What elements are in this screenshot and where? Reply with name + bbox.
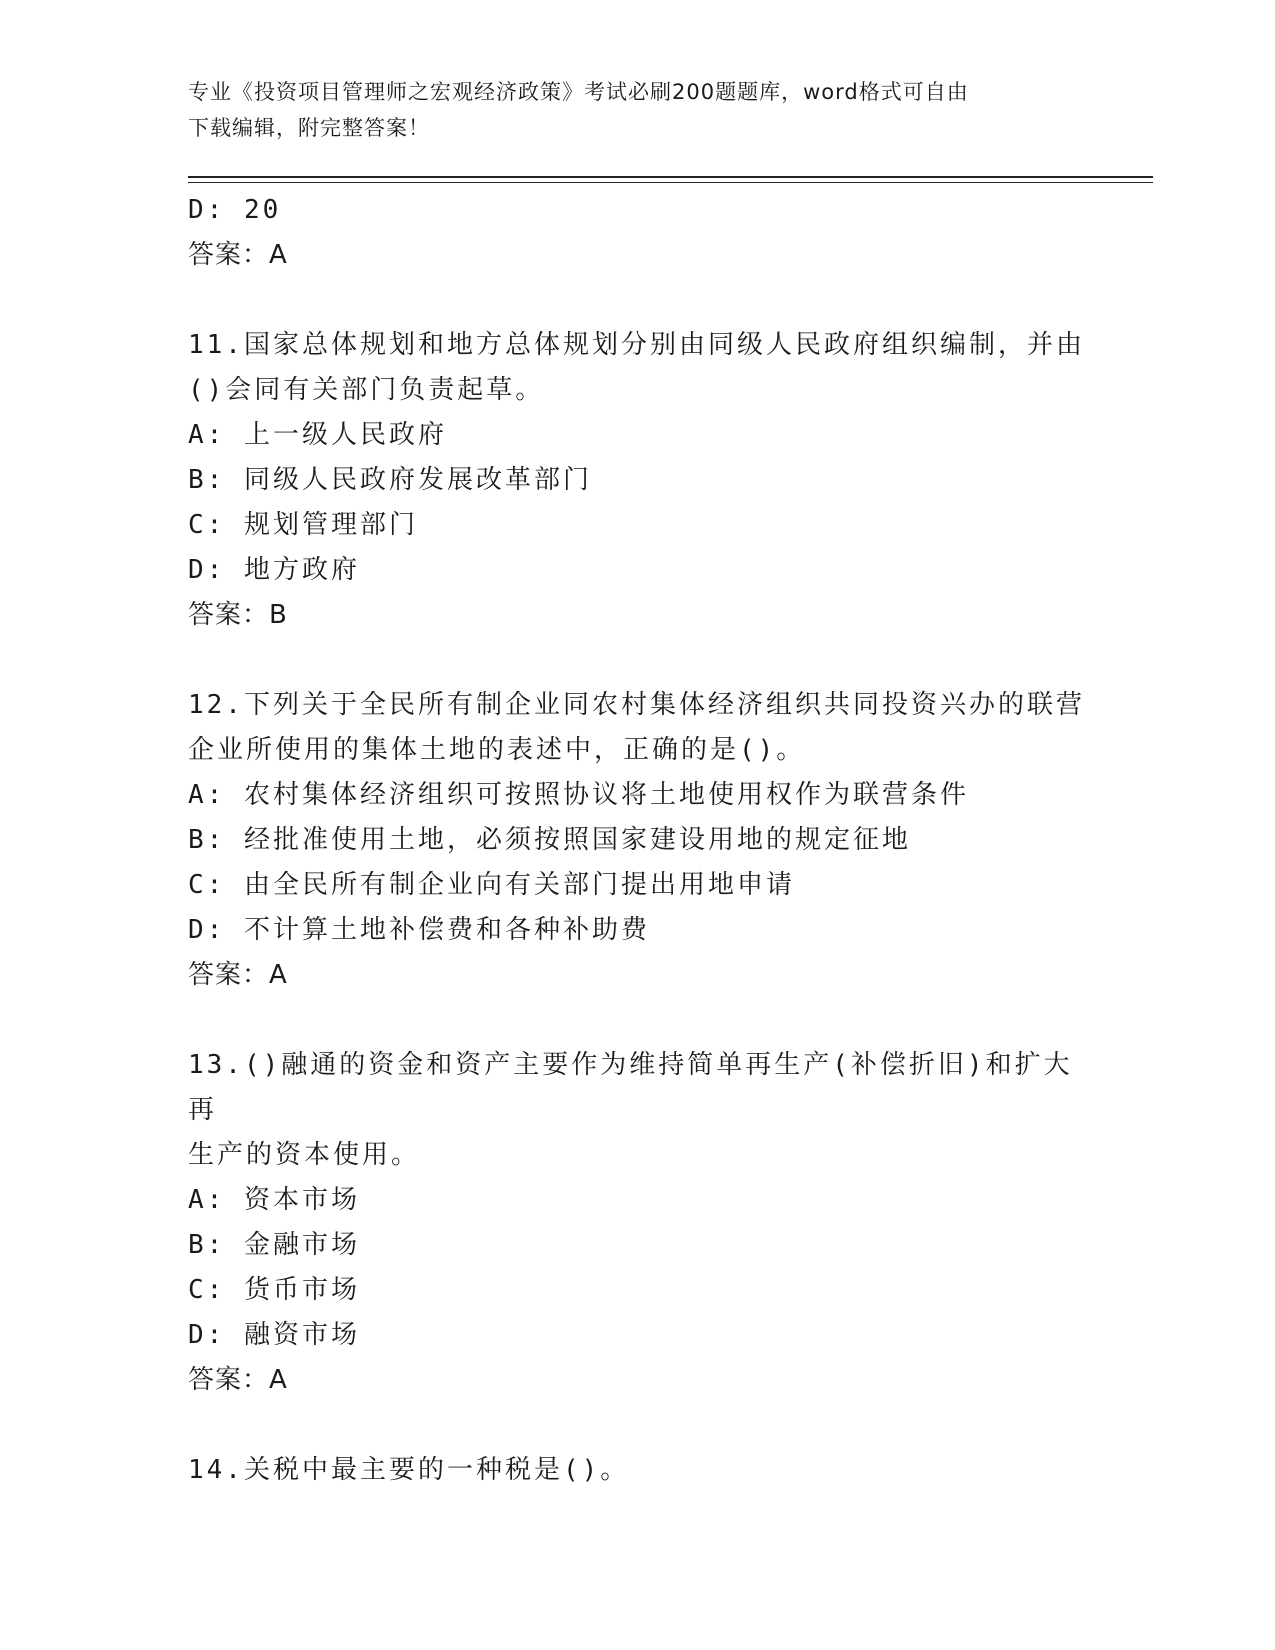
question-13 <box>188 1043 1088 1403</box>
previous-question-tail <box>188 188 1088 278</box>
option-b: B: 经批准使用土地，必须按照国家建设用地的规定征地 <box>188 825 911 855</box>
header-line-2: 下载编辑，附完整答案！ <box>188 116 430 140</box>
option-c: C: 规划管理部门 <box>188 510 418 540</box>
spacer <box>188 1403 1088 1448</box>
answer-line: 答案：A <box>188 960 288 990</box>
option-d: D: 融资市场 <box>188 1320 360 1350</box>
option-a: A: 资本市场 <box>188 1185 360 1215</box>
question-14 <box>188 1448 1088 1493</box>
option-d: D: 20 <box>188 195 282 225</box>
spacer <box>188 998 1088 1043</box>
question-stem-line-1: 13.()融通的资金和资产主要作为维持简单再生产(补偿折旧)和扩大再 <box>188 1050 1073 1125</box>
document-header <box>188 74 1088 146</box>
option-d: D: 不计算土地补偿费和各种补助费 <box>188 915 650 945</box>
question-content <box>188 188 1088 1493</box>
question-11 <box>188 323 1088 638</box>
question-stem-line-2: 企业所使用的集体土地的表述中，正确的是()。 <box>188 735 806 765</box>
answer-line: 答案：A <box>188 1365 288 1395</box>
option-b: B: 同级人民政府发展改革部门 <box>188 465 592 495</box>
header-rule-thick <box>188 176 1153 178</box>
spacer <box>188 278 1088 323</box>
option-b: B: 金融市场 <box>188 1230 360 1260</box>
question-stem-line-2: ()会同有关部门负责起草。 <box>188 375 545 405</box>
question-12 <box>188 683 1088 998</box>
option-a: A: 上一级人民政府 <box>188 420 447 450</box>
option-c: C: 货币市场 <box>188 1275 360 1305</box>
option-a: A: 农村集体经济组织可按照协议将土地使用权作为联营条件 <box>188 780 969 810</box>
spacer <box>188 638 1088 683</box>
question-stem-line-1: 11.国家总体规划和地方总体规划分别由同级人民政府组织编制，并由 <box>188 330 1085 360</box>
header-rule-thin <box>188 182 1153 183</box>
answer-line: 答案：A <box>188 240 288 270</box>
option-d: D: 地方政府 <box>188 555 360 585</box>
question-stem-line-1: 14.关税中最主要的一种税是()。 <box>188 1455 630 1485</box>
option-c: C: 由全民所有制企业向有关部门提出用地申请 <box>188 870 795 900</box>
question-stem-line-2: 生产的资本使用。 <box>188 1140 421 1170</box>
header-line-1: 专业《投资项目管理师之宏观经济政策》考试必刷200题题库，word格式可自由 <box>188 80 969 104</box>
answer-line: 答案：B <box>188 600 288 630</box>
question-stem-line-1: 12.下列关于全民所有制企业同农村集体经济组织共同投资兴办的联营 <box>188 690 1085 720</box>
